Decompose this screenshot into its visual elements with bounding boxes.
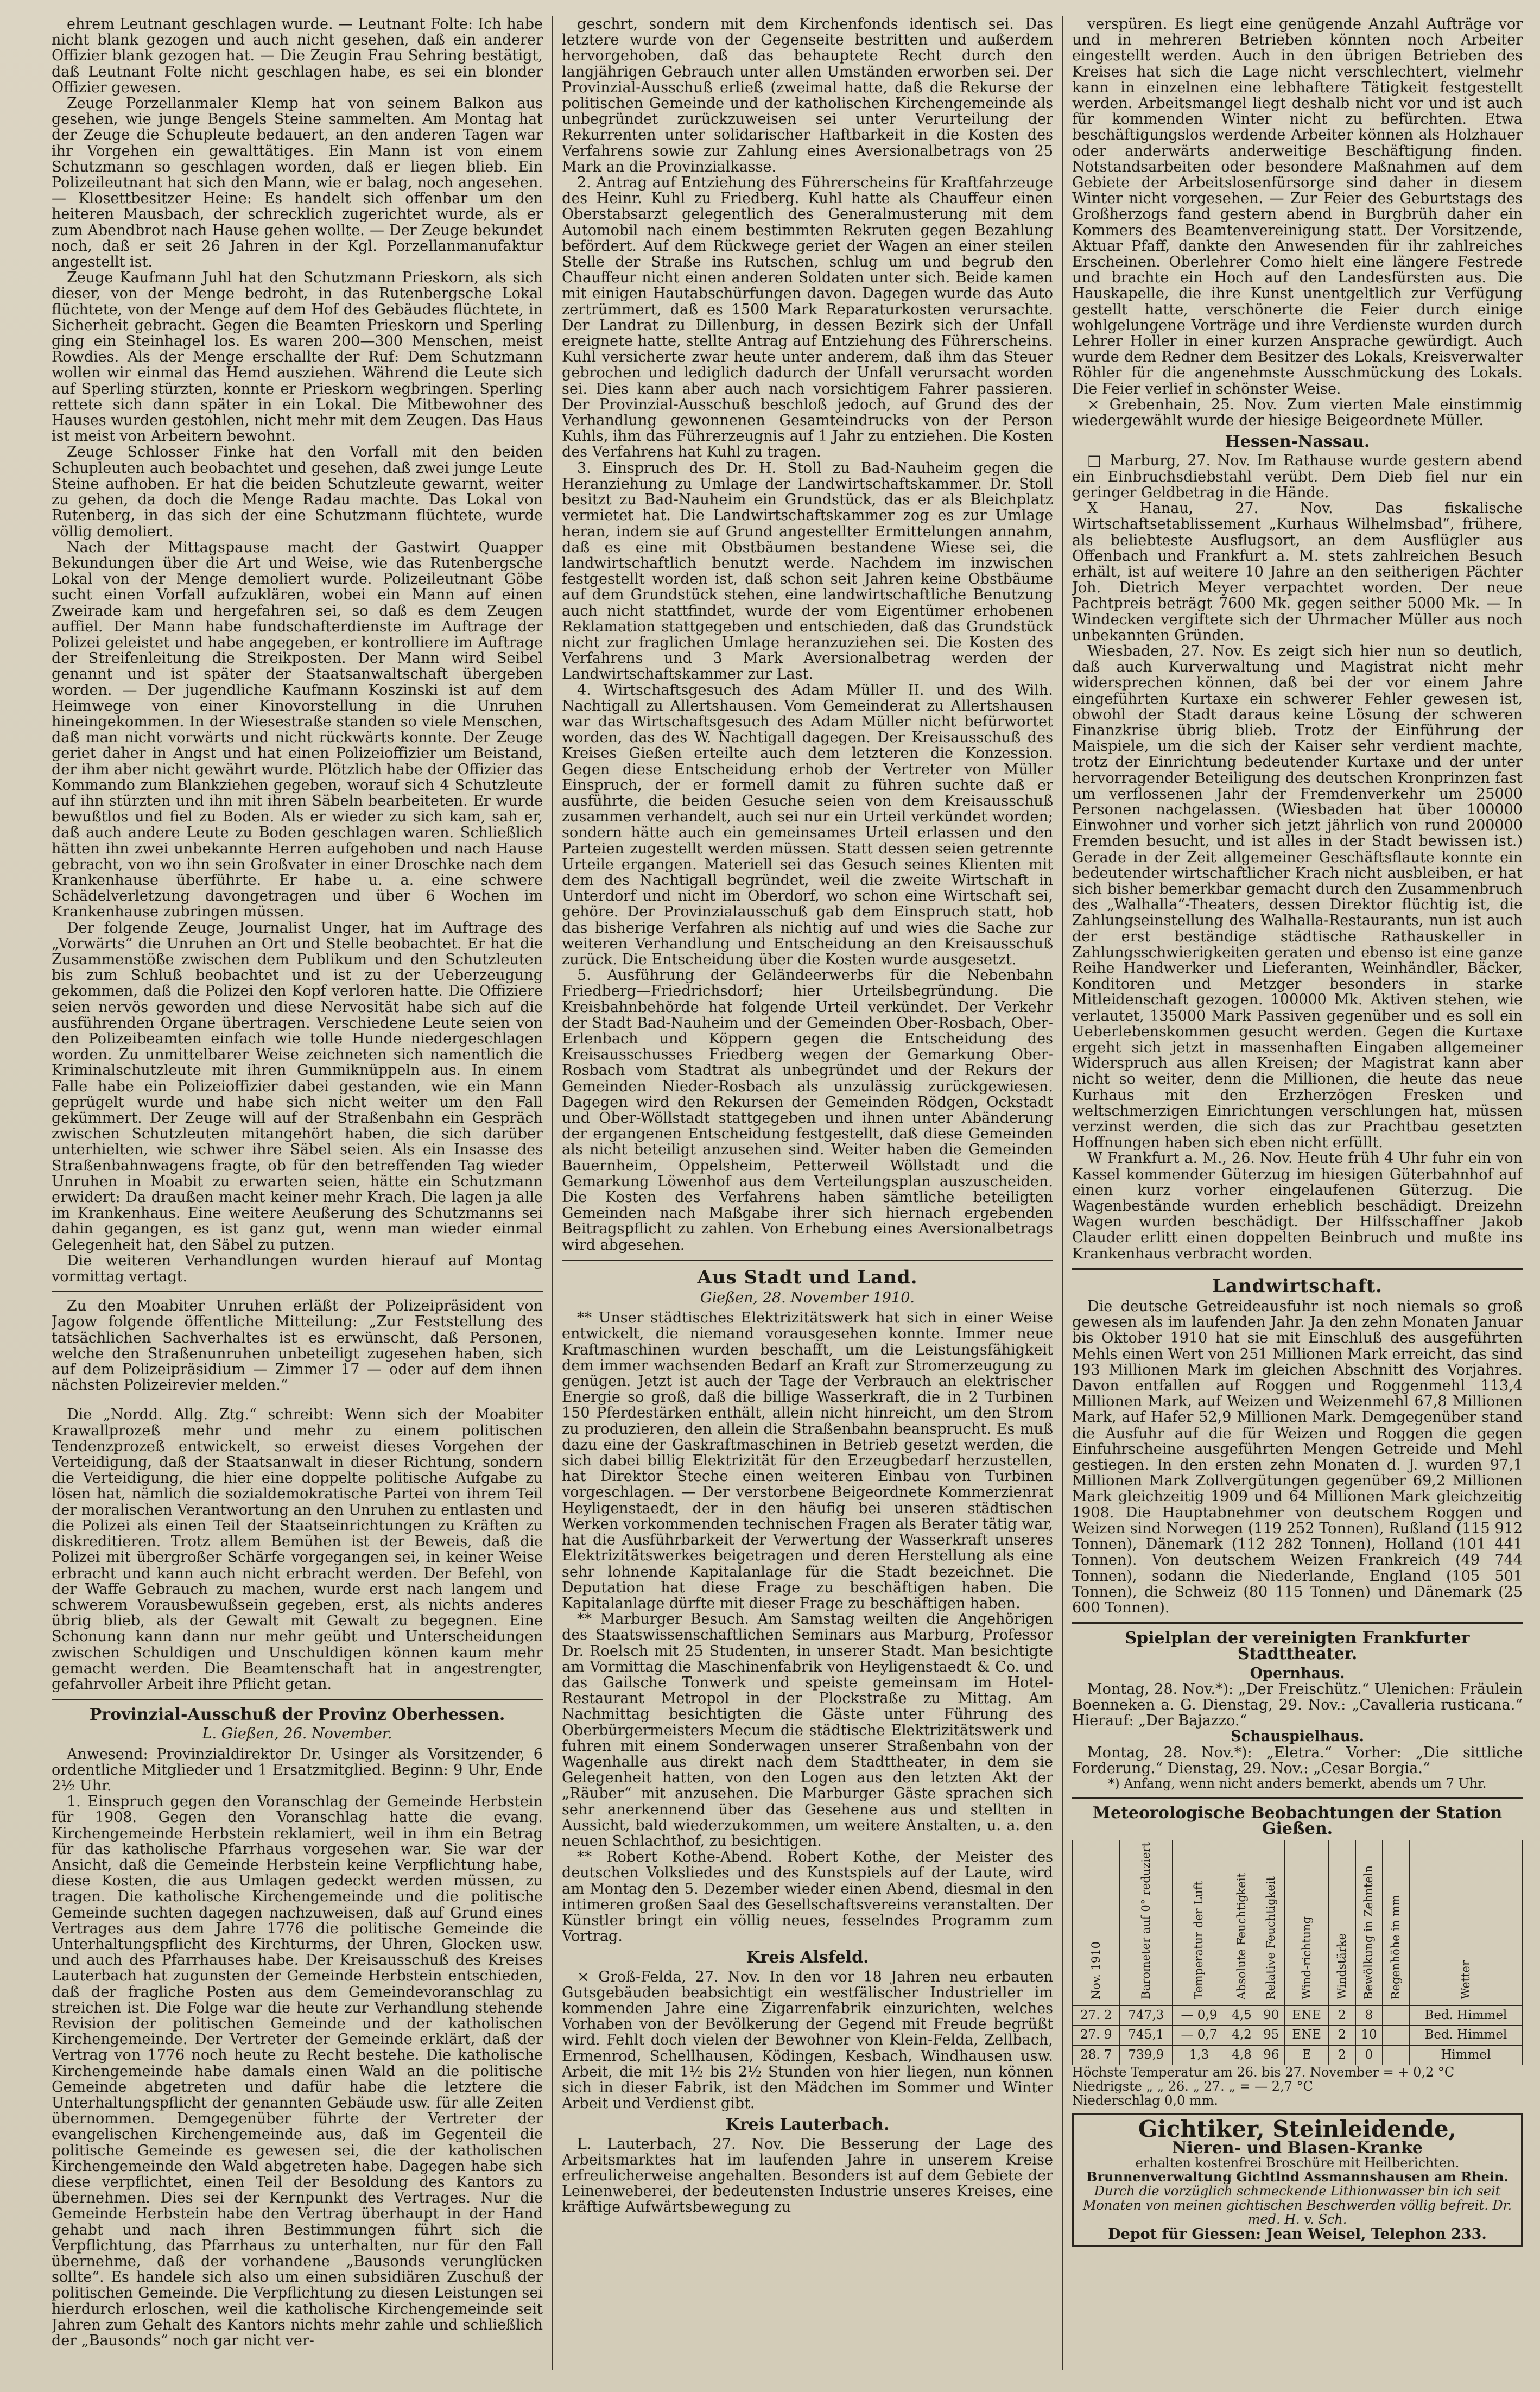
weather-cell: 1,3 xyxy=(1173,2045,1226,2065)
paragraph: ** Marburger Besuch. Am Samstag weilten die Angehörigen des Staatswissenschaftlichen Seminars aus Marburg, Professor Dr. Roelsch mit 25 Studenten, in unserer Stadt. Man besichtigte am Vormittag die Maschinenfabrik von Heyligenstaedt & Co. und das Gailsche Tonwerk und speiste gemeinsam im Hotel-Restaurant Metropol in der Plockstraße zu Mittag. Am Nachmittag besichtigten die Gäste unter Führung des Oberbürgermeisters Mecum die städtische Elektrizitätswerk und fuhren mit einem Sonderwagen unserer Straßenbahn von der Wagenhalle aus direkt nach dem Stadttheater, in dem sie Gelegenheit hatten, von den Logen aus den letzten Akt der „Räuber“ mit anzusehen. Die Marburger Gäste sprachen sich sehr anerkennend über das Gesehene aus und stellten in Aussicht, bald wiederzukommen, um weitere Anstalten, u. a. den neuen Schlachthof, zu besichtigen. xyxy=(562,1611,1053,1850)
subsection-heading: Kreis Alsfeld. xyxy=(746,1948,869,1967)
paragraph: Der folgende Zeuge, Journalist Unger, hat im Auftrage des „Vorwärts“ die Unruhen an Ort und Stelle beobachtet. Er hat die Zusammenstöße zwischen dem Publikum und den Schutzleuten bis zum Schluß beobachtet und ist zu der Ueberzeugung gekommen, daß die Polizei den Kopf verloren hatte. Die Offiziere seien nervös geworden und diese Nervosität habe sich auf die ausführenden Organe übertragen. Verschiedene Leute seien von den Polizeibeamten einfach wie tolle Hunde niedergeschlagen worden. Zu unmittelbarer Weise zeichneten sich namentlich die Kriminalschutzleute mit ihren Gummiknüppeln aus. In einem Falle habe ein Polizeioffizier dabei gestanden, wie ein Mann geprügelt wurde und habe sich nicht weiter um den Fall gekümmert. Der Zeuge will auf der Straßenbahn ein Gespräch zwischen Schutzleuten mitangehört haben, die sich darüber unterhielten, wie schwer ihre Säbel seien. Als ein Insasse des Straßenbahnwagens fragte, ob für den betreffenden Tag wieder Unruhen in Moabit zu erwarten seien, hätte ein Schutzmann erwidert: Da draußen macht keiner mehr Krach. Die lagen ja alle im Krankenhaus. Eine weitere Aeußerung des Schutzmanns sei dahin gegangen, es ist ganz gut, wenn man wieder einmal Gelegenheit hat, den Säbel zu putzen. xyxy=(52,919,543,1254)
opera-heading: Opernhaus. xyxy=(1250,1665,1345,1682)
theatre-title: Spielplan der vereinigten Frankfurter Stadttheater. xyxy=(1125,1629,1470,1664)
paragraph: 1. Einspruch gegen den Voranschlag der Gemeinde Herbstein für 1908. Gegen den Voranschlag hatte die evang. Kirchengemeinde Herbstein reklamiert, weil in ihm ein Betrag für das katholische Pfarrhaus vorgesehen war. Sie war der Ansicht, daß die Gemeinde Herbstein keine Verpflichtung habe, diese Kosten, die aus Umlagen gedeckt werden müssen, zu tragen. Die katholische Kirchengemeinde und die politische Gemeinde suchten dagegen nachzuweisen, daß auf Grund eines Vertrages aus dem Jahre 1776 die politische Gemeinde die Unterhaltungspflicht des Kirchturms, der Uhren, Glocken usw. und auch des Pfarrhauses habe. Der Kreisausschuß des Kreises Lauterbach hat zugunsten der Gemeinde Herbstein entschieden, daß der fragliche Posten aus dem Gemeindevoranschlag zu streichen ist. Die Folge war die heute zur Verhandlung stehende Revision der politischen Gemeinde und der katholischen Kirchengemeinde. Der Vertreter der Gemeinde erklärt, daß der Vertrag von 1776 noch heute zu Recht bestehe. Die katholische Kirchengemeinde habe damals einen Wald an die politische Gemeinde abgetreten und dafür habe die letztere die Unterhaltungspflicht der genannten Gebäude usw. für alle Zeiten übernommen. Demgegenüber führte der Vertreter der evangelischen Kirchengemeinde aus, daß im Gegenteil die politische Gemeinde es gewesen sei, die der katholischen Kirchengemeinde den Wald abgetreten habe. Dagegen habe sich diese verpflichtet, einen Teil der Besoldung des Kantors zu übernehmen. Dies sei der Kernpunkt des Vertrages. Nur die Gemeinde Herbstein habe den Vertrag überhaupt in der Hand gehabt und nach ihren Bestimmungen führt sich die Verpflichtung, das Pfarrhaus zu unterhalten, nur für den Fall übernehme, daß der vorhandene „Bausonds verunglücken sollte“. Es handele sich also um einen subsidiären Zuschuß der politischen Gemeinde. Die Verpflichtung zu diesen Leistungen sei hierdurch erloschen, weil die katholische Kirchengemeinde seit Jahren zum Gehalt des Kantors nichts mehr zahle und schließlich der „Bausonds“ noch gar nicht ver- xyxy=(52,1793,543,2350)
paragraph: Zeuge Schlosser Finke hat den Vorfall mit den beiden Schupleuten auch beobachtet und gesehen, daß zwei junge Leute Steine aufhoben. Er hat die beiden Schutzleute gewarnt, weiter zu gehen, da doch die Menge Radau machte. Das Lokal von Rutenberg, in das sich der eine Schutzmann flüchtete, wurde völlig demoliert. xyxy=(52,444,543,540)
weather-rain: Niederschlag 0,0 mm. xyxy=(1072,2092,1219,2108)
weather-cell xyxy=(1383,2026,1409,2045)
paragraph: Die deutsche Getreideausfuhr ist noch niemals so groß gewesen als im laufenden Jahr. Ja den zehn Monaten Januar bis Oktober 1910 hat sie mit Einschluß des ausgeführten Mehls einen Wert von 251 Millionen Mark erreicht, das sind 193 Millionen Mark im gleichen Abschnitt des Vorjahres. Davon entfallen auf Roggen und Roggenmehl 113,4 Millionen Mark, auf Weizen und Weizenmehl 67,8 Millionen Mark, auf Hafer 52,9 Millionen Mark. Demgegenüber stand die Ausfuhr auf die für Weizen und Roggen die gegen Einfuhrscheine ausgeführten Mengen Getreide und Mehl gestiegen. In den ersten zehn Monaten d. J. wurden 97,1 Millionen Mark Zollvergütungen gegenüber 69,2 Millionen Mark gleichzeitig 1909 und 64 Millionen Mark gleichzeitig 1908. Die Hauptabnehmer von deutschem Roggen und Weizen sind Norwegen (119 252 Tonnen), Rußland (115 912 Tonnen), Dänemark (112 282 Tonnen), Holland (101 441 Tonnen). Von deutschem Weizen Frankreich (49 744 Tonnen), sodann die Niederlande, England (105 501 Tonnen), die Schweiz (80 115 Tonnen) und Dänemark (25 600 Tonnen). xyxy=(1072,1298,1523,1616)
paragraph: ehrem Leutnant geschlagen wurde. — Leutnant Folte: Ich habe nicht blank gezogen und auch nicht gesehen, daß ein anderer Offizier blank gezogen hat. — Die Zeugin Frau Sehring bestätigt, daß Leutnant Folte nicht geschlagen habe, es sei ein blonder Offizier gewesen. xyxy=(52,16,543,96)
paragraph: ** Robert Kothe-Abend. Robert Kothe, der Meister des deutschen Volksliedes und des Kunstspiels auf der Laute, wird am Montag den 5. Dezember wieder einen Abend, diesmal in den intimeren großen Saal des Gesellschaftsvereins veranstalten. Der Künstler bringt ein völlig neues, fesselndes Programm zum Vortrag. xyxy=(562,1849,1053,1945)
paragraph: Nach der Mittagspause macht der Gastwirt Quapper Bekundungen über die Art und Weise, wie das Rutenbergsche Lokal von der Menge demoliert wurde. Polizeileutnant Göbe sucht einen Vorfall aufzuklären, wobei ein Mann auf einen Zweirade kam und hergefahren sei, so daß es dem Zeugen auffiel. Der Mann habe fundschafterdienste im Auftrage der Polizei geleistet und habe angegeben, er kontrolliere im Auftrage der Streifenleitung die Streikposten. Der Mann wird Seibel genannt und ist später der Staatsanwaltschaft übergeben worden. — Der jugendliche Kaufmann Koszinski ist auf dem Heimwege von einer Kinovorstellung in die Unruhen hineingekommen. In der Wiesestraße standen so viele Menschen, daß man nicht vorwärts und nicht rückwärts konnte. Der Zeuge geriet daher in Angst und hat einen Polizeioffizier um Beistand, der ihm aber nicht gewährt wurde. Plötzlich habe der Offizier das Kommando zum Blankziehen gegeben, worauf sich 4 Schutzleute auf ihn stürzten und ihn mit ihren Säbeln bearbeiteten. Er wurde bewußtlos und fiel zu Boden. Als er wieder zu sich kam, sah er, daß auch andere Leute zu Boden geschlagen waren. Schließlich hätten ihn zwei unbekannte Herren aufgehoben und nach Hause gebracht, von wo ihn sein Großvater in einer Droschke nach dem Krankenhause überführte. Er habe u. a. eine schwere Schädelverletzung davongetragen und über 6 Wochen im Krankenhause zubringen müssen. xyxy=(52,539,543,921)
weather-high: Höchste Temperatur am 26. bis 27. November = + 0,2 °C xyxy=(1072,2064,1455,2080)
weather-cell: 2 xyxy=(1329,2006,1355,2026)
paragraph: X Hanau, 27. Nov. Das fiskalische Wirtschaftsetablissement „Kurhaus Wilhelmsbad“, frühere, als beliebteste Ausflugsort, an dem Ausflügler aus Offenbach und Frankfurt a. M. stets zahlreichen Besuch erhält, ist auf weitere 10 Jahre an den seitherigen Pächter Joh. Dietrich Meyer verpachtet worden. Der neue Pachtpreis beträgt 7600 Mk. gegen seither 5000 Mk. — In Windecken vergiftete sich der Uhrmacher Müller aus noch unbekannten Gründen. xyxy=(1072,500,1523,644)
column-2 xyxy=(562,16,1053,2370)
weather-header: Temperatur der Luft xyxy=(1173,1840,1226,2006)
weather-header: Windstärke xyxy=(1329,1840,1355,2006)
dateline: L. Gießen, 26. November. xyxy=(202,1725,392,1743)
weather-header: Nov. 1910 xyxy=(1073,1840,1120,2006)
paragraph: Anwesend: Provinzialdirektor Dr. Usinger als Vorsitzender, 6 ordentliche Mitglieder und 1 Ersatzmitglied. Beginn: 9 Uhr, Ende 2½ Uhr. xyxy=(52,1745,543,1794)
opera-schedule: Montag, 28. Nov.*): „Der Freischütz.“ Ulenichen: Fräulein Boenneken a. G. Dienstag, 29. Nov.: „Cavalleria rusticana.“ Hierauf: „Der Bajazzo.“ xyxy=(1072,1680,1523,1730)
weather-cell: 4,5 xyxy=(1226,2006,1258,2026)
theatre-heading: Schauspielhaus. xyxy=(1231,1728,1364,1745)
weather-cell: 4,2 xyxy=(1226,2026,1258,2045)
weather-cell: Himmel xyxy=(1409,2045,1522,2065)
weather-cell: ENE xyxy=(1285,2026,1329,2045)
weather-low: Niedrigste „ „ 26. „ 27. „ = — 2,7 °C xyxy=(1072,2078,1313,2094)
weather-title: Meteorologische Beobachtungen der Station Gießen. xyxy=(1092,1803,1503,1839)
weather-box xyxy=(1072,1805,1523,2108)
weather-header: Absolute Feuchtigkeit xyxy=(1226,1840,1258,2006)
paragraph: 3. Einspruch des Dr. H. Stoll zu Bad-Nauheim gegen die Heranziehung zu Umlage der Landwirtschaftskammer. Dr. Stoll besitzt zu Bad-Nauheim ein Grundstück, das er als Bleichplatz vermietet hat. Die Landwirtschaftskammer zog es zur Umlage heran, indem sie auf Grund angestellter Ermittelungen annahm, daß es eine mit Obstbäumen bestandene Wiese sei, die landwirtschaftlich benutzt werde. Nachdem im inzwischen festgestellt worden ist, daß schon seit Jahren keine Obstbäume auf dem Grundstück stehen, eine landwirtschaftliche Benutzung auch nicht stattfindet, wurde der vom Eigentümer erhobenen Reklamation stattgegeben und entschieden, daß das Grundstück nicht zur fraglichen Umlage heranzuziehen sei. Die Kosten des Verfahrens und 3 Mark Aversionalbetrag werden der Landwirtschaftskammer zur Last. xyxy=(562,459,1053,683)
weather-cell: 10 xyxy=(1355,2026,1383,2045)
paragraph: verspüren. Es liegt eine genügende Anzahl Aufträge vor und in mehreren Betrieben könnten noch Arbeiter eingestellt werden. Auch in den übrigen Betrieben des Kreises hat sich die Lage nicht verschlechtert, vielmehr kann in einzelnen eine lebhaftere Tätigkeit festgestellt werden. Arbeitsmangel liegt deshalb nicht vor und ist auch für kommenden Winter nicht zu befürchten. Etwa beschäftigungslos werdende Arbeiter können als Holzhauer oder anderwärts anderweitige Beschäftigung finden. Notstandsarbeiten oder besondere Maßnahmen auf dem Gebiete der Arbeitslosenfürsorge sind daher in diesem Winter nicht vorgesehen. — Zur Feier des Geburtstags des Großherzogs fand gestern abend in Burgbrüh daher ein Kommers des Beamtenvereinigung statt. Der Vorsitzende, Aktuar Pfaff, dankte den Anwesenden für ihr zahlreiches Erscheinen. Oberlehrer Como hielt eine längere Festrede und brachte ein Hoch auf den Landesfürsten aus. Die Hauskapelle, die ihre Kunst unentgeltlich zur Verfügung gestellt hatte, verschönerte die Feier durch einige wohlgelungene Vorträge und ihre Verdienste wurden durch Lehrer Holler in einer kurzen Ansprache gewürdigt. Auch wurde dem Redner dem Besitzer des Lokals, Kreisverwalter Röhler für die angenehmste Ausschmückung des Lokals. Die Feier verlief in schönster Weise. xyxy=(1072,16,1523,397)
paragraph: 2. Antrag auf Entziehung des Führerscheins für Kraftfahrzeuge des Heinr. Kuhl zu Friedberg. Kuhl hatte als Chauffeur einen Oberstabsarzt gelegentlich des Generalmusterung mit dem Automobil nach einem bestimmten Rekruten gegen Bezahlung befördert. Auf dem Rückwege geriet der Wagen an einer steilen Stelle der Straße ins Rutschen, schlug um und begrub den Chauffeur nicht einen anderen Soldaten unter sich. Beide kamen mit einigen Hautabschürfungen davon. Dagegen wurde das Auto zertrümmert, daß es 1500 Mark Reparaturkosten verursachte. Der Landrat zu Dillenburg, in dessen Bezirk sich der Unfall ereignete hatte, stellte Antrag auf Entziehung des Führerscheins. Kuhl versicherte zwar heute unter anderem, daß ihm das Steuer gebrochen und lediglich dadurch der Unfall verursacht worden sei. Dies kann aber auch nach vorsichtigem Fahrer passieren. Der Provinzial-Ausschuß beschloß jedoch, auf Grund des der Verhandlung gewonnenen Gesamteindrucks von der Person Kuhls, ihm das Führerzeugnis auf 1 Jahr zu entziehen. Die Kosten des Verfahrens hat Kuhl zu tragen. xyxy=(562,174,1053,461)
section-heading: Provinzial-Ausschuß der Provinz Oberhessen. xyxy=(89,1705,505,1725)
section-heading: Landwirtschaft. xyxy=(1212,1275,1383,1297)
paragraph: Die weiteren Verhandlungen wurden hierauf auf Montag vormittag vertagt. xyxy=(52,1252,543,1286)
weather-cell: 739,9 xyxy=(1120,2045,1173,2065)
divider xyxy=(1072,1797,1523,1799)
weather-header: Bewölkung in Zehnteln xyxy=(1355,1840,1383,2006)
weather-cell: ENE xyxy=(1285,2006,1329,2026)
divider xyxy=(562,1260,1053,1261)
weather-cell: 2 xyxy=(1329,2026,1355,2045)
divider xyxy=(1072,1622,1523,1624)
ad-text: erhalten kostenfrei Broschüre mit Heilberichten. xyxy=(1135,2155,1460,2171)
paragraph: L. Lauterbach, 27. Nov. Die Besserung der Lage des Arbeitsmarktes hat im laufenden Jahre in unserem Kreise erfreulicherweise angehalten. Besonders ist auf dem Gebiete der Leinenweberei, der bedeutensten Industrie unseres Kreises, eine kräftige Aufwärtsbewegung zu xyxy=(562,2135,1053,2216)
weather-cell xyxy=(1383,2045,1409,2065)
column-rule xyxy=(552,16,553,2370)
weather-cell: 747,3 xyxy=(1120,2006,1173,2026)
weather-cell: 0 xyxy=(1355,2045,1383,2065)
theatre-schedule-text: Montag, 28. Nov.*): „Eletra.“ Vorher: „Die sittliche Forderung.“ Dienstag, 29. Nov.: „Cesar Borgia.“ xyxy=(1072,1744,1523,1777)
section-heading: Aus Stadt und Land. xyxy=(697,1266,918,1288)
weather-row xyxy=(1073,2026,1523,2045)
weather-header: Relative Feuchtigkeit xyxy=(1258,1840,1285,2006)
weather-header: Wetter xyxy=(1409,1840,1522,2006)
weather-cell: 8 xyxy=(1355,2006,1383,2026)
weather-row xyxy=(1073,2006,1523,2026)
weather-cell xyxy=(1383,2006,1409,2026)
weather-header: Regenhöhe in mm xyxy=(1383,1840,1409,2006)
paragraph: Die „Nordd. Allg. Ztg.“ schreibt: Wenn sich der Moabiter Krawallprozeß mehr und mehr zu einem politischen Tendenzprozeß entwickelt, so erweist dieses Vorgehen der Verteidigung, daß der Staatsanwalt in dieser Richtung, sondern die Verteidigung, die hier eine doppelte politische Aufgabe zu lösen hat, nämlich die sozialdemokratische Partei von ihrem Teil der moralischen Verantwortung an den Unruhen zu entlasten und die Polizei als einen Teil der Staatseinrichtungen zu Kräften zu diskreditieren. Trotz allem Bemühen ist der Beweis, daß die Polizei mit übergroßer Schärfe vorgegangen sei, in keiner Weise erbracht und kann auch nicht erbracht werden. Der Befehl, von der Waffe Gebrauch zu machen, wurde erst nach langem und schwerem Vorausbewußsein gegeben, erst, als nichts anderes übrig blieb, als der Gewalt mit Gewalt zu begegnen. Eine Schonung kann dann nur mehr geübt und Unterscheidungen zwischen Schuldigen und Unschuldigen können kaum mehr gemacht werden. Die Beamtenschaft hat in angestrengter, gefahrvoller Arbeit ihre Pflicht getan. xyxy=(52,1406,543,1693)
ad-depot: Depot für Giessen: Jean Weisel, Telephon 233. xyxy=(1108,2226,1487,2243)
paragraph: W Frankfurt a. M., 26. Nov. Heute früh 4 Uhr fuhr ein von Kassel kommender Güterzug im hiesigen Güterbahnhof auf einen kurz vorher eingelaufenen Güterzug. Die Wagenbestände wurden erheblich beschädigt. Dreizehn Wagen wurden beschädigt. Der Hilfsschaffner Jakob Clauder erlitt einen doppelten Beinbruch und mußte ins Krankenhaus verbracht worden. xyxy=(1072,1150,1523,1262)
paragraph: Zeuge Porzellanmaler Klemp hat von seinem Balkon aus gesehen, wie junge Bengels Steine sammelten. Am Montag hat der Zeuge die Schupleute bedauert, an den anderen Tagen war ihr Vorgehen ein gewalttätiges. Ein Mann ist von einem Schutzmann so geschlagen worden, daß er liegen blieb. Ein Polizeileutnant hat sich den Mann, wie er balag, noch angesehen. — Klosettbesitzer Heine: Es handelt sich offenbar um den heiteren Mausbach, der schrecklich zugerichtet wurde, als er zum Abendbrot nach Hause gehen wollte. — Der Zeuge bekundet noch, daß er seit 26 Jahren in der Kgl. Porzellanmanufaktur angestellt ist. xyxy=(52,95,543,271)
weather-cell: Bed. Himmel xyxy=(1409,2006,1522,2026)
divider xyxy=(52,1291,543,1292)
weather-cell: 96 xyxy=(1258,2045,1285,2065)
weather-cell: 745,1 xyxy=(1120,2026,1173,2045)
paragraph: ** Unser städtisches Elektrizitätswerk hat sich in einer Weise entwickelt, die niemand vorausgesehen konnte. Immer neue Kraftmaschinen wurden beschafft, um die Leistungsfähigkeit dem immer wachsenden Bedarf an Kraft zur Stromerzeugung zu genügen. Jetzt ist auch der Tage der Verbrauch an elektrischer Energie so groß, daß die billige Wasserkraft, die in 2 Turbinen 150 Pferdestärken enthält, allein nicht hinreicht, um den Strom zu produzieren, den allein die Straßenbahn beansprucht. Es muß dazu eine der Gaskraftmaschinen in Betrieb gesetzt werden, die sich dabei billig Elektrizität für den Erzeugbedarf herzustellen, hat Direktor Steche einen weiteren Einbau von Turbinen vorgeschlagen. — Der verstorbene Beigeordnete Kommerzienrat Heyligenstaedt, der in den häufig bei unseren städtischen Werken vorkommenden technischen Fragen als Berater tätig war, hat die Ausführbarkeit der Verwertung der Wasserkraft unseres Elektrizitätswerkes beigetragen und deren Herstellung als eine sehr lohnende Kapitalanlage für die Stadt bezeichnet. Die Deputation hat diese Frage zu beschäftigen haben. Die Kapitalanlage dürfte mit dieser Frage zu beschäftigen haben. xyxy=(562,1309,1053,1612)
weather-cell: 27. 9 xyxy=(1073,2026,1120,2045)
weather-cell: Bed. Himmel xyxy=(1409,2026,1522,2045)
subsection-heading: Hessen-Nassau. xyxy=(1225,432,1370,452)
weather-table xyxy=(1072,1840,1523,2065)
ad-title: Gichtiker, Steinleidende, xyxy=(1138,2115,1457,2142)
footnote: *) Anfang, wenn nicht anders bemerkt, abends um 7 Uhr. xyxy=(1108,1775,1487,1791)
column-1 xyxy=(52,16,543,2370)
paragraph: × Grebenhain, 25. Nov. Zum vierten Male einstimmig wiedergewählt wurde der hiesige Beigeordnete Müller. xyxy=(1072,396,1523,429)
ad-subtitle: Nieren- und Blasen-Kranke xyxy=(1172,2138,1423,2158)
weather-cell: 27. 2 xyxy=(1073,2006,1120,2026)
advertisement xyxy=(1072,2113,1523,2248)
weather-header: Wind-richtung xyxy=(1285,1840,1329,2006)
ad-text: Durch die vorzüglich schmeckende Lithionwasser bin ich seit Monaten von meinen gichtischen Beschwerden völlig befreit. Dr. med. H. v. Sch. xyxy=(1082,2184,1512,2228)
ad-text: Brunnenverwaltung Gichtlnd Assmannshausen am Rhein. xyxy=(1086,2169,1509,2185)
paragraph: Wiesbaden, 27. Nov. Es zeigt sich hier nun so deutlich, daß auch Kurverwaltung und Magistrat nicht mehr widersprechen können, daß bei der vor einem Jahre eingeführten Kurtaxe ein schwerer Fehler gewesen ist, obwohl der Stadt daraus keine Lösung der schweren Finanzkrise übrig blieb. Trotz der Einführung der Maispiele, um die sich der Kaiser sehr verdient machte, trotz der Einrichtung bedeutender Kurtaxe und der unter hervorragender Beteiligung des deutschen Kronprinzen fast um verflossenen Jahr der Fremdenverkehr um 25000 Personen nachgelassen. (Wiesbaden hat über 100000 Einwohner und vorher sich jetzt jährlich von rund 200000 Fremden besucht, und ist alles in der Stadt bewissen ist.) Gerade in der Zeit allgemeiner Geschäftsflaute konnte ein bedeutender wirtschaftlicher Krach nicht ausbleiben, er hat sich bisher bemerkbar gemacht durch den Zusammenbruch des „Walhalla“-Theaters, dessen Direktor flüchtig ist, die Zahlungseinstellung des Walhalla-Restaurants, nun ist auch der erst beständige städtische Rathauskeller in Zahlungsschwierigkeiten geraten und ebenso ist eine ganze Reihe Handwerker und Lieferanten, Weinhändler, Bäcker, Konditoren und Metzger besonders in starke Mitleidenschaft gezogen. 100000 Mk. Aktiven stehen, wie verlautet, 135000 Mark Passiven gegenüber und es soll ein Ueberlebenskommen gesucht werden. Gegen die Kurtaxe ergeht sich jetzt in massenhaften Eingaben allgemeiner Widerspruch aus allen Kreisen; der Magistrat kann aber nicht so weiter, denn die Millionen, die heute das neue Kurhaus mit den Erzherzögen Fresken und weltschmerzigen Einrichtungen verschlungen hat, müssen verzinst werden, die sich das zur Prachtbau gesetzten Hoffnungen haben sich eben nicht erfüllt. xyxy=(1072,642,1523,1151)
weather-cell: — 0,7 xyxy=(1173,2026,1226,2045)
weather-cell: 4,8 xyxy=(1226,2045,1258,2065)
column-rule xyxy=(1062,16,1063,2370)
weather-header: Barometer auf 0° reduziert xyxy=(1120,1840,1173,2006)
weather-cell: 95 xyxy=(1258,2026,1285,2045)
paragraph: □ Marburg, 27. Nov. Im Rathause wurde gestern abend ein Einbruchsdiebstahl verübt. Dem Dieb fiel nur ein geringer Geldbetrag in die Hände. xyxy=(1072,452,1523,501)
dateline: Gießen, 28. November 1910. xyxy=(700,1289,915,1307)
weather-cell: — 0,9 xyxy=(1173,2006,1226,2026)
weather-cell: 90 xyxy=(1258,2006,1285,2026)
weather-header-row xyxy=(1073,1840,1523,2006)
paragraph: × Groß-Felda, 27. Nov. In den vor 18 Jahren neu erbauten Gutsgebäuden beabsichtigt ein westfälischer Industrieller im kommenden Jahre eine Zigarrenfabrik einzurichten, welches Vorhaben von der Bevölkerung der Gegend mit Freude begrüßt wird. Fehlt doch vielen der Bewohner von Klein-Felda, Zellbach, Ermenrod, Schellhausen, Ködingen, Kesbach, Windhausen usw. Arbeit, die mit 1½ bis 2½ Stunden von hier liegen, nun können sich in dieser Fabrik, ist den Mädchen im Sommer und Winter Arbeit und Verdienst gibt. xyxy=(562,1968,1053,2112)
column-3 xyxy=(1072,16,1523,2370)
weather-row xyxy=(1073,2045,1523,2065)
paragraph: 5. Ausführung der Geländeerwerbs für die Nebenbahn Friedberg—Friedrichsdorf; hier Urteilsbegründung. Die Kreisbahnbehörde hat folgende Urteil verkündet. Der Verkehr der Stadt Bad-Nauheim und der Gemeinden Ober-Rosbach, Ober-Erlenbach und Köppern gegen die Entscheidung des Kreisausschusses Friedberg wegen der Gemarkung Ober-Rosbach vom Stadtrat als unbegründet und der Rekurs der Gemeinden Nieder-Rosbach als unzulässig zurückgewiesen. Dagegen wird den Rekursen der Gemeinden Rödgen, Ockstadt und Ober-Wöllstadt stattgegeben und ihnen unter Abänderung der ergangenen Entscheidung festgestellt, daß diese Gemeinden als nicht beteiligt anzusehen sind. Weiter haben die Gemeinden Bauernheim, Oppelsheim, Petterweil Wöllstadt und die Gemarkung Löwenhof aus dem Verteilungsplan auszuscheiden. Die Kosten des Verfahrens haben sämtliche beteiligten Gemeinden nach Maßgabe ihrer sich hiernach ergebenden Beitragspflicht zu zahlen. Von Erhebung eines Aversionalbetrags wird abgesehen. xyxy=(562,967,1053,1254)
paragraph: Zeuge Kaufmann Juhl hat den Schutzmann Prieskorn, als sich dieser, von der Menge bedroht, in das Rutenbergsche Lokal flüchtete, von der Menge auf dem Hof des Gebäudes flüchtete, in Sicherheit gebracht. Gegen die Beamten Prieskorn und Sperling ging ein Steinhagel los. Es waren 200—300 Menschen, meist Rowdies. Als der Menge erschallte der Ruf: Dem Schutzmann wollen wir einmal das Hemd ausziehen. Während die Leute sich auf Sperling stürzten, konnte er Prieskorn wegbringen. Sperling rettete sich dann später in ein Lokal. Die Mitbewohner des Hauses wurden gestohlen, nicht mehr mit dem Zeugen. Das Haus ist meist von Arbeitern bewohnt. xyxy=(52,269,543,445)
theatre-schedule xyxy=(1072,1630,1523,1790)
divider xyxy=(1072,1268,1523,1270)
paragraph: 4. Wirtschaftsgesuch des Adam Müller II. und des Wilh. Nachtigall zu Allertshausen. Vom Gemeinderat zu Allertshausen war das Wirtschaftsgesuch des Adam Müller nicht befürwortet worden, das des W. Nachtigall dagegen. Der Kreisausschuß des Kreises Gießen erteilte auch dem letzteren die Konzession. Gegen diese Entscheidung erhob der Vertreter von Müller Einspruch, der er formell damit zu führen suchte daß er ausführte, die beiden Gesuche seien von dem Kreisausschuß zusammen verhandelt, auch sei nur ein Urteil verkündet worden; sondern hätte auch ein gemeinsames Urteil erlassen und den Parteien zugestellt werden müssen. Statt dessen seien getrennte Urteile ergangen. Materiell sei das Gesuch seines Klienten mit dem des Nachtigall begründet, weil die zweite Wirtschaft in Unterdorf und nicht im Oberdorf, wo schon eine Wirtschaft sei, gehöre. Der Provinzialausschuß gab dem Einspruch statt, hob das bisherige Verfahren als nichtig auf und wies die Sache zur weiteren Verhandlung und Entscheidung an den Kreisausschuß zurück. Die Entscheidung über die Kosten wurde ausgesetzt. xyxy=(562,681,1053,968)
weather-cell: 2 xyxy=(1329,2045,1355,2065)
subsection-heading: Kreis Lauterbach. xyxy=(725,2115,890,2135)
divider xyxy=(52,1699,543,1700)
weather-cell: 28. 7 xyxy=(1073,2045,1120,2065)
weather-cell: E xyxy=(1285,2045,1329,2065)
paragraph: geschrt, sondern mit dem Kirchenfonds identisch sei. Das letztere wurde von der Gegenseite bestritten und außerdem hervorgehoben, daß das behauptete Recht durch den langjährigen Gebrauch unter allen Umständen erworben sei. Der Provinzial-Ausschuß erließ (zweimal hatte, daß die Rekurse der politischen Gemeinde und der katholischen Kirchengemeinde als unbegründet zurückzuweisen sei unter Verurteilung der Rekurrenten unter solidarischer Haftbarkeit in die Kosten des Verfahrens sowie zur Zahlung eines Aversionalbetrags von 25 Mark an die Provinzialkasse. xyxy=(562,16,1053,175)
paragraph: Zu den Moabiter Unruhen erläßt der Polizeipräsident von Jagow folgende öffentliche Mitteilung: „Zur Feststellung des tatsächlichen Sachverhaltes ist es erwünscht, daß Personen, welche den Straßenunruhen unbeteiligt zugesehen haben, sich auf dem Polizeipräsidium — Zimmer 17 — oder auf dem ihnen nächsten Polizeirevier melden.“ xyxy=(52,1298,543,1394)
